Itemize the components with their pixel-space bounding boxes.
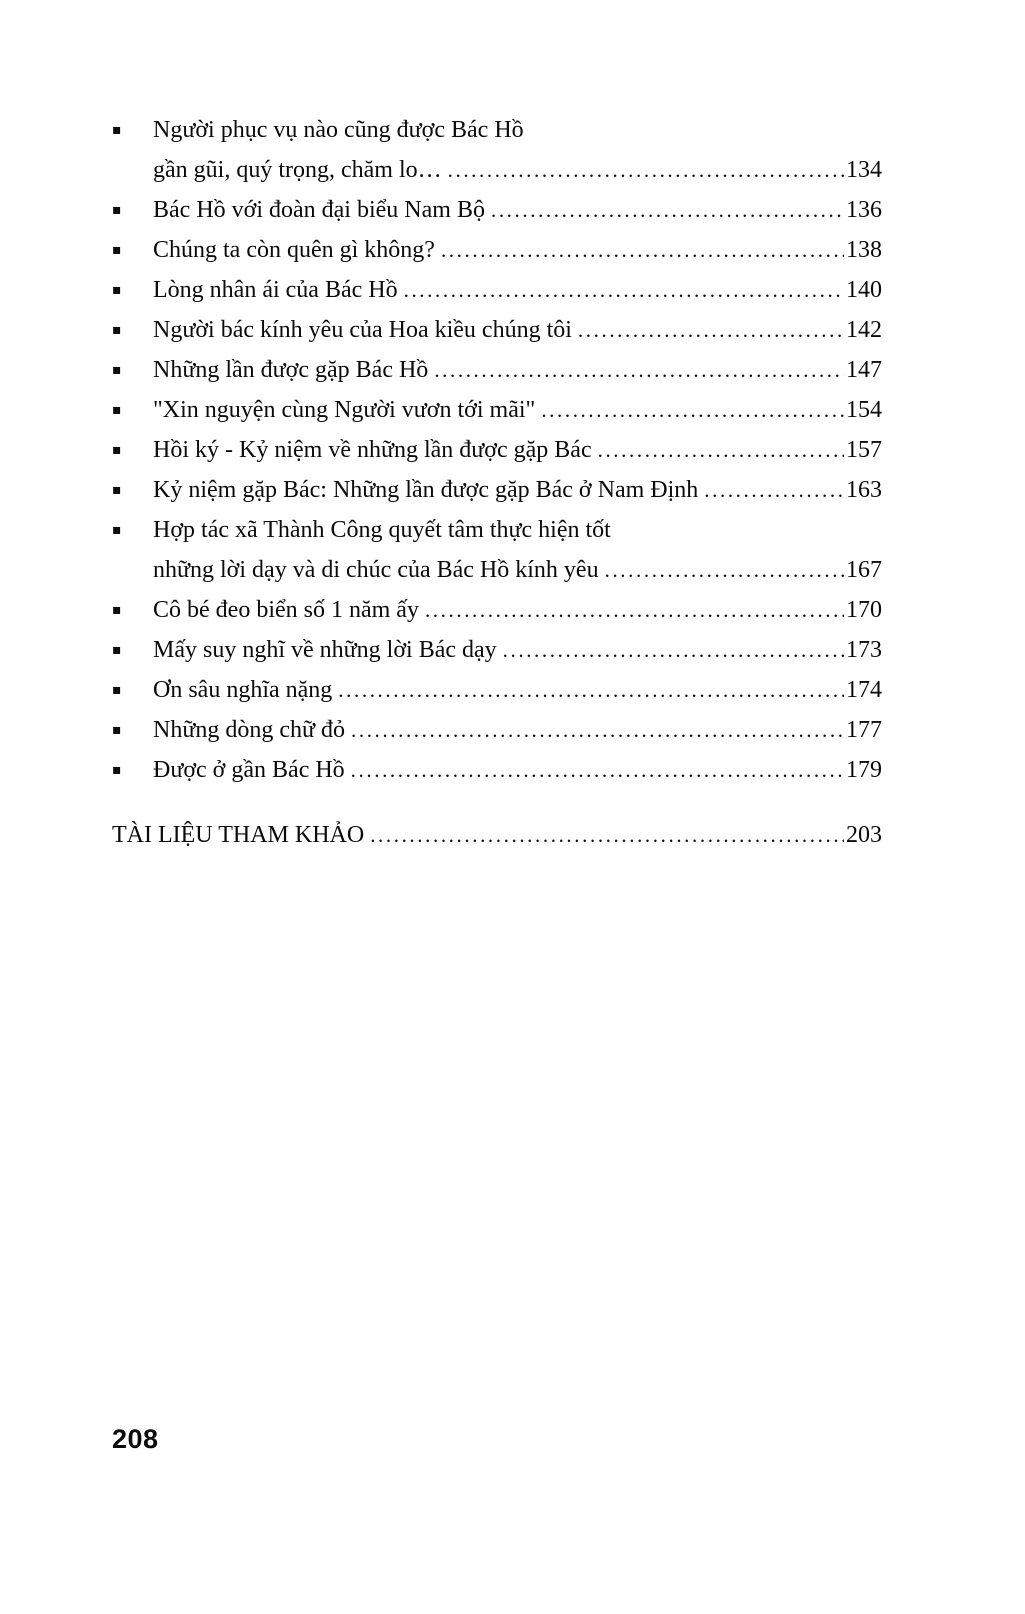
toc-item-title: Ơn sâu nghĩa nặng xyxy=(153,677,333,703)
toc-item-page-number: 154 xyxy=(846,397,882,423)
toc-item-entry xyxy=(153,510,882,590)
toc-item-title: Được ở gần Bác Hồ xyxy=(153,757,345,783)
dot-leader xyxy=(448,150,844,190)
toc-item-entry xyxy=(153,230,882,270)
toc-item-title: Lòng nhân ái của Bác Hồ xyxy=(153,277,398,303)
toc-item-entry xyxy=(153,270,882,310)
toc-item-page-number: 157 xyxy=(846,437,882,463)
toc-item xyxy=(112,350,882,390)
toc-item xyxy=(112,710,882,750)
toc-item xyxy=(112,110,882,190)
toc-item-entry xyxy=(153,430,882,470)
toc-item-entry xyxy=(153,110,882,190)
toc-item-page-number: 138 xyxy=(846,237,882,263)
toc-item xyxy=(112,230,882,270)
toc-item-title: Hợp tác xã Thành Công quyết tâm thực hiện tốt xyxy=(153,517,611,543)
toc-item-page-number: 163 xyxy=(846,477,882,503)
toc-item-title: "Xin nguyện cùng Người vươn tới mãi" xyxy=(153,397,536,423)
toc-item-page-number: 134 xyxy=(846,157,882,183)
toc-item-title: những lời dạy và di chúc của Bác Hồ kính yêu xyxy=(153,557,599,583)
toc-item xyxy=(112,430,882,470)
references-page-number: 203 xyxy=(846,822,882,848)
toc-item-entry xyxy=(153,390,882,430)
document-page xyxy=(112,110,882,855)
toc-item xyxy=(112,630,882,670)
footer-page-number: 208 xyxy=(112,1424,159,1454)
toc-item-page-number: 167 xyxy=(846,557,882,583)
toc-item-entry xyxy=(153,630,882,670)
dot-leader xyxy=(425,590,844,630)
dot-leader xyxy=(598,430,844,470)
dot-leader xyxy=(503,630,844,670)
toc-item xyxy=(112,510,882,590)
references-label: TÀI LIỆU THAM KHẢO xyxy=(112,822,365,848)
toc-item-title: gần gũi, quý trọng, chăm lo… xyxy=(153,157,442,183)
toc-item-title: Chúng ta còn quên gì không? xyxy=(153,237,435,263)
toc-item-entry xyxy=(153,590,882,630)
toc-item-title: Người phục vụ nào cũng được Bác Hồ xyxy=(153,117,524,143)
toc-item-page-number: 173 xyxy=(846,637,882,663)
dot-leader xyxy=(351,750,844,790)
toc-item-page-number: 170 xyxy=(846,597,882,623)
bullet-icon: ▪ xyxy=(112,122,122,138)
dot-leader xyxy=(434,350,844,390)
toc-item xyxy=(112,470,882,510)
toc-item-title: Cô bé đeo biển số 1 năm ấy xyxy=(153,597,419,623)
toc-item xyxy=(112,270,882,310)
dot-leader xyxy=(704,470,844,510)
dot-leader xyxy=(338,670,844,710)
bullet-icon: ▪ xyxy=(112,722,122,738)
bullet-icon: ▪ xyxy=(112,682,122,698)
toc-item xyxy=(112,590,882,630)
toc-item-entry xyxy=(153,710,882,750)
toc-item-title: Hồi ký - Kỷ niệm về những lần được gặp Bác xyxy=(153,437,592,463)
toc-item xyxy=(112,190,882,230)
toc-item-entry xyxy=(153,670,882,710)
toc-item-entry xyxy=(153,310,882,350)
toc-item-title: Người bác kính yêu của Hoa kiều chúng tôi xyxy=(153,317,572,343)
toc-item xyxy=(112,750,882,790)
toc-item-title: Mấy suy nghĩ về những lời Bác dạy xyxy=(153,637,497,663)
bullet-icon: ▪ xyxy=(112,282,122,298)
dot-leader xyxy=(351,710,844,750)
dot-leader xyxy=(578,310,844,350)
toc-item-page-number: 142 xyxy=(846,317,882,343)
toc-item-entry xyxy=(153,350,882,390)
dot-leader xyxy=(491,190,844,230)
bullet-icon: ▪ xyxy=(112,202,122,218)
toc-item-page-number: 147 xyxy=(846,357,882,383)
dot-leader xyxy=(404,270,844,310)
toc-item xyxy=(112,390,882,430)
dot-leader xyxy=(441,230,844,270)
toc-item-title: Những lần được gặp Bác Hồ xyxy=(153,357,429,383)
toc-item-page-number: 179 xyxy=(846,757,882,783)
bullet-icon: ▪ xyxy=(112,322,122,338)
toc-item-entry xyxy=(153,750,882,790)
bullet-icon: ▪ xyxy=(112,362,122,378)
dot-leader xyxy=(541,390,844,430)
toc-item-title: Kỷ niệm gặp Bác: Những lần được gặp Bác ở Nam Định xyxy=(153,477,699,503)
toc-item xyxy=(112,670,882,710)
bullet-icon: ▪ xyxy=(112,522,122,538)
references-entry xyxy=(112,815,882,855)
bullet-icon: ▪ xyxy=(112,402,122,418)
toc-item-page-number: 136 xyxy=(846,197,882,223)
bullet-icon: ▪ xyxy=(112,482,122,498)
toc-item xyxy=(112,310,882,350)
toc-list xyxy=(112,110,882,790)
toc-item-page-number: 177 xyxy=(846,717,882,743)
bullet-icon: ▪ xyxy=(112,242,122,258)
dot-leader xyxy=(605,550,844,590)
toc-item-page-number: 174 xyxy=(846,677,882,703)
toc-item-entry xyxy=(153,190,882,230)
toc-item-title: Bác Hồ với đoàn đại biểu Nam Bộ xyxy=(153,197,485,223)
toc-item-page-number: 140 xyxy=(846,277,882,303)
toc-item-title: Những dòng chữ đỏ xyxy=(153,717,345,743)
bullet-icon: ▪ xyxy=(112,762,122,778)
dot-leader xyxy=(370,815,844,855)
bullet-icon: ▪ xyxy=(112,602,122,618)
bullet-icon: ▪ xyxy=(112,642,122,658)
toc-item-entry xyxy=(153,470,882,510)
bullet-icon: ▪ xyxy=(112,442,122,458)
